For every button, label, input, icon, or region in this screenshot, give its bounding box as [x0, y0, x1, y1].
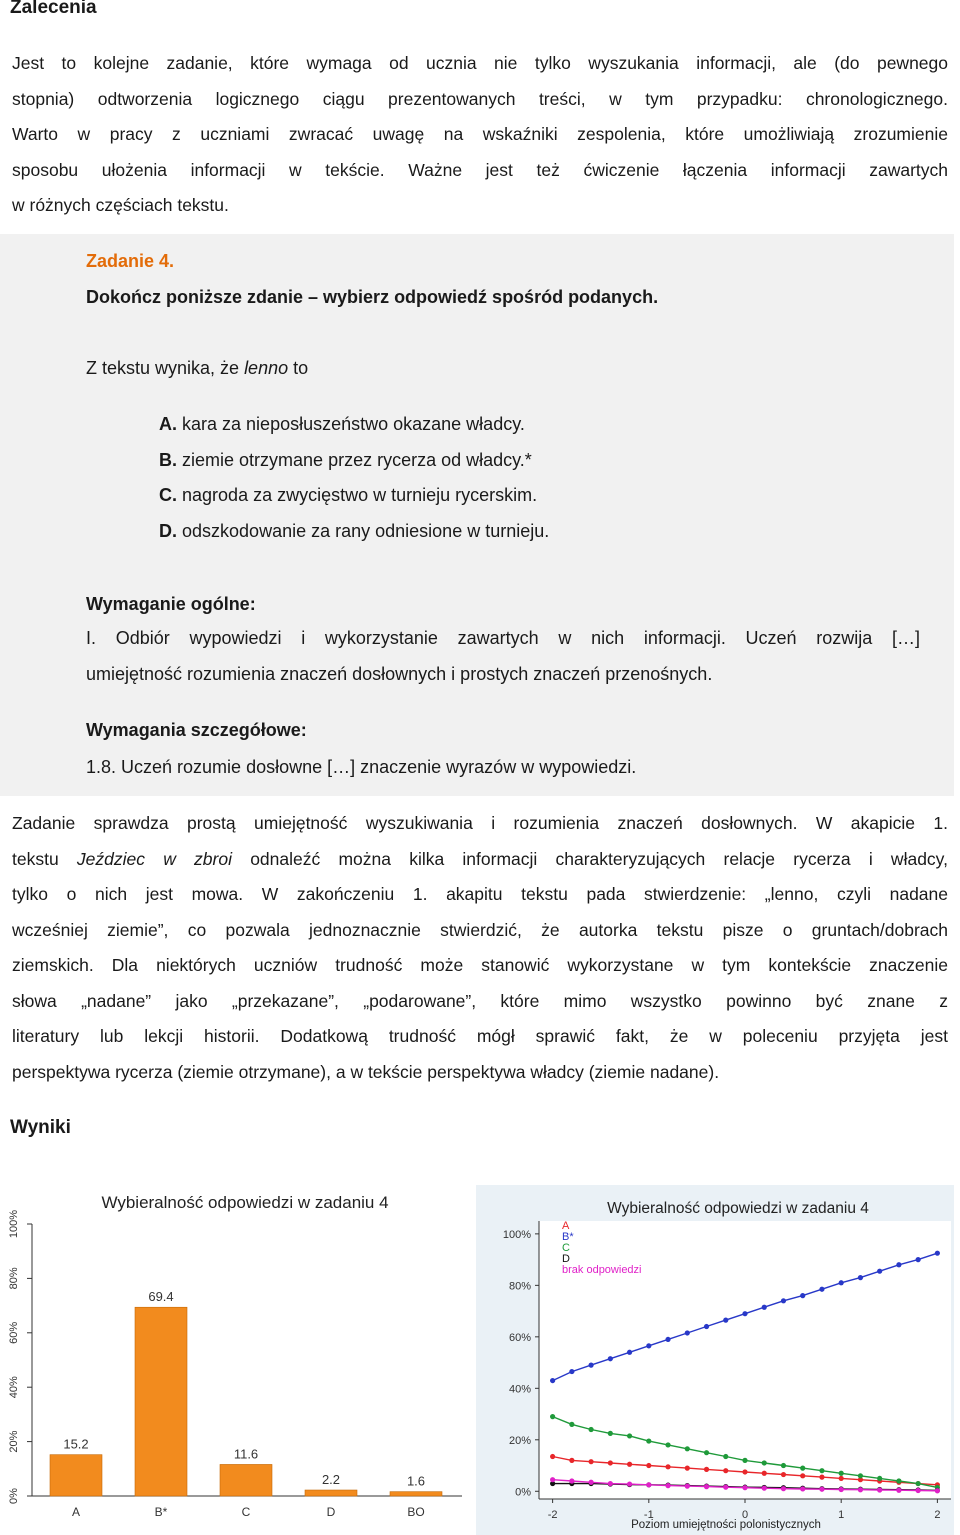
- bar-chart-ytick-label: 40%: [8, 1376, 20, 1399]
- line-chart-point: [569, 1478, 574, 1483]
- line-chart-ytick-label: 60%: [508, 1331, 531, 1344]
- task-stem: [86, 358, 308, 379]
- line-chart-point: [877, 1487, 882, 1492]
- line-chart-point: [608, 1431, 613, 1436]
- line-chart-point: [665, 1442, 670, 1447]
- line-chart-point: [762, 1471, 767, 1476]
- line-chart-point: [935, 1488, 940, 1493]
- bar-chart-ytick-label: 80%: [8, 1267, 20, 1290]
- option-letter: A.: [159, 414, 177, 434]
- line-chart-point: [723, 1468, 728, 1473]
- line-chart-ytick-label: 100%: [502, 1228, 531, 1241]
- analysis-line: perspektywa rycerza (ziemie otrzymane), a w tekście perspektywa władcy (ziemie nadane).: [12, 1061, 720, 1082]
- line-chart-point: [588, 1459, 593, 1464]
- task-box: [0, 234, 954, 796]
- option-text: kara za nieposłuszeństwo okazane władcy.: [182, 414, 525, 434]
- option-text: odszkodowanie za rany odniesione w turnieju.: [182, 521, 550, 541]
- detailed-requirement-text: 1.8. Uczeń rozumie dosłowne […] znaczenie wyrazów w wypowiedzi.: [86, 757, 637, 777]
- line-chart: [476, 1185, 954, 1535]
- bar-chart-category-label: BO: [407, 1505, 425, 1519]
- line-chart-point: [762, 1486, 767, 1491]
- intro-line: stopnia) odtworzenia logicznego ciągu prezentowanych treści, w tym przypadku: chronologicznego.: [12, 88, 948, 109]
- line-chart-point: [781, 1486, 786, 1491]
- line-chart-point: [685, 1330, 690, 1335]
- line-chart-point: [627, 1350, 632, 1355]
- line-chart-ytick-label: 20%: [508, 1434, 531, 1447]
- line-chart-point: [877, 1269, 882, 1274]
- line-chart-point: [819, 1468, 824, 1473]
- line-chart-point: [916, 1257, 921, 1262]
- line-chart-xtick-label: 2: [934, 1509, 941, 1521]
- line-chart-point: [588, 1480, 593, 1485]
- line-chart-point: [665, 1483, 670, 1488]
- line-chart-point: [800, 1293, 805, 1298]
- line-chart-point: [550, 1414, 555, 1419]
- section-heading-wyniki: Wyniki: [10, 1117, 71, 1138]
- general-requirement-title: Wymaganie ogólne:: [86, 594, 256, 614]
- bar-chart-ytick-label: 60%: [8, 1321, 20, 1344]
- line-chart-legend-entry: B*: [562, 1231, 574, 1243]
- intro-paragraph: [12, 46, 948, 224]
- option-c: [159, 485, 537, 506]
- analysis-line: [12, 842, 948, 878]
- line-chart-point: [627, 1462, 632, 1467]
- line-chart-point: [685, 1484, 690, 1489]
- line-chart-point: [685, 1446, 690, 1451]
- line-chart-point: [762, 1460, 767, 1465]
- line-chart-point: [685, 1466, 690, 1471]
- stem-prefix: Z tekstu wynika, że: [86, 358, 245, 378]
- bar-chart-category-label: C: [241, 1505, 251, 1519]
- line-chart-point: [877, 1476, 882, 1481]
- bar-chart-bar: [305, 1490, 357, 1496]
- stem-italic-word: lenno: [244, 358, 289, 378]
- general-requirement-line: umiejętność rozumienia znaczeń dosłownych i prostych znaczeń przenośnych.: [86, 664, 713, 684]
- general-requirement-line: I. Odbiór wypowiedzi i wykorzystanie zawartych w nich informacji. Uczeń rozwija […]: [86, 628, 920, 648]
- line-chart-point: [781, 1463, 786, 1468]
- intro-line: Jest to kolejne zadanie, które wymaga od ucznia nie tylko wyszukania informacji, ale (do pewnego: [12, 53, 948, 73]
- line-chart-point: [858, 1473, 863, 1478]
- line-chart-point: [800, 1466, 805, 1471]
- analysis-text: tekstu: [12, 848, 77, 869]
- line-chart-legend-entry: C: [562, 1242, 570, 1254]
- line-chart-legend-entry: D: [562, 1253, 570, 1265]
- bar-chart-ytick-label: 0%: [8, 1488, 20, 1504]
- bar-chart: [0, 1180, 470, 1535]
- line-chart-point: [704, 1324, 709, 1329]
- line-chart-point: [935, 1251, 940, 1256]
- line-chart-point: [781, 1472, 786, 1477]
- bar-chart-value-label: 2.2: [321, 1472, 341, 1488]
- line-chart-xlabel: Poziom umiejętności polonistycznych: [631, 1519, 821, 1531]
- bar-chart-category-label: A: [71, 1505, 81, 1519]
- line-chart-point: [608, 1460, 613, 1465]
- analysis-line: ziemskich. Dla niektórych uczniów trudność może stanowić wykorzystane w tym kontekście znaczenie: [12, 955, 948, 975]
- line-chart-xtick-label: 1: [838, 1509, 845, 1521]
- bar-chart-value-label: 11.6: [233, 1446, 259, 1462]
- line-chart-ytick-label: 40%: [508, 1383, 531, 1396]
- line-chart-point: [588, 1427, 593, 1432]
- option-b: [159, 450, 532, 471]
- analysis-text: odnaleźć można kilka informacji charakteryzujących relacje rycerza i władcy,: [231, 848, 948, 869]
- line-chart-point: [896, 1478, 901, 1483]
- line-chart-point: [665, 1337, 670, 1342]
- bar-chart-bar: [390, 1492, 442, 1496]
- detailed-requirement-title: Wymagania szczegółowe:: [86, 720, 307, 740]
- line-chart-point: [839, 1471, 844, 1476]
- bar-chart-bar: [135, 1307, 187, 1496]
- line-chart-legend-entry: A: [562, 1220, 570, 1232]
- bar-chart-category-label: D: [326, 1505, 336, 1519]
- option-text: ziemie otrzymane przez rycerza od władcy.*: [182, 450, 532, 470]
- line-chart-point: [608, 1481, 613, 1486]
- line-chart-point: [896, 1262, 901, 1267]
- line-chart-point: [742, 1485, 747, 1490]
- line-chart-point: [916, 1488, 921, 1493]
- analysis-line: literatury lub lekcji historii. Dodatkową trudność mógł sprawić fakt, że w poleceniu przyjęta jest: [12, 1026, 948, 1046]
- line-chart-point: [723, 1318, 728, 1323]
- line-chart-point: [742, 1458, 747, 1463]
- line-chart-point: [646, 1463, 651, 1468]
- bar-chart-category-label: B*: [154, 1505, 168, 1519]
- line-chart-point: [819, 1287, 824, 1292]
- line-chart-xtick-label: 0: [741, 1509, 749, 1521]
- stem-suffix: to: [288, 358, 309, 378]
- line-chart-point: [550, 1477, 555, 1482]
- bar-chart-bar: [220, 1464, 272, 1496]
- analysis-line: tylko o nich jest mowa. W zakończeniu 1. akapitu tekstu pada stwierdzenie: „lenno, czyli nadane: [12, 884, 948, 904]
- analysis-paragraph: [12, 806, 948, 1090]
- line-chart-point: [646, 1482, 651, 1487]
- bar-chart-value-label: 1.6: [406, 1473, 426, 1489]
- line-chart-point: [819, 1475, 824, 1480]
- line-chart-point: [704, 1467, 709, 1472]
- analysis-italic-title: Jeździec w zbroi: [76, 848, 232, 869]
- line-chart-title: Wybieralność odpowiedzi w zadaniu 4: [607, 1200, 869, 1217]
- line-chart-point: [839, 1280, 844, 1285]
- line-chart-ytick-label: 80%: [508, 1280, 531, 1293]
- line-chart-point: [588, 1363, 593, 1368]
- analysis-line: wcześniej ziemie”, co pozwala jednoznacznie stwierdzić, że autorka tekstu pisze o gruntach/dobrach: [12, 919, 948, 940]
- intro-line: Warto w pracy z uczniami zwracać uwagę na wskaźniki zespolenia, które umożliwiają zrozumienie: [12, 124, 948, 144]
- option-letter: B.: [159, 450, 177, 470]
- line-chart-point: [762, 1305, 767, 1310]
- line-chart-point: [608, 1356, 613, 1361]
- line-chart-point: [800, 1473, 805, 1478]
- option-text: nagroda za zwycięstwo w turnieju rycerskim.: [182, 485, 538, 505]
- line-chart-xtick-label: -2: [547, 1509, 558, 1521]
- line-chart-point: [839, 1487, 844, 1492]
- bar-chart-bar: [50, 1455, 102, 1496]
- line-chart-xtick-label: -1: [643, 1509, 654, 1521]
- line-chart-point: [916, 1481, 921, 1486]
- line-chart-point: [627, 1481, 632, 1486]
- line-chart-point: [896, 1488, 901, 1493]
- line-chart-point: [839, 1476, 844, 1481]
- bar-chart-ytick-label: 100%: [8, 1209, 20, 1239]
- line-chart-point: [723, 1454, 728, 1459]
- intro-line: sposobu ułożenia informacji w tekście. Ważne jest też ćwiczenie łączenia informacji zawartych: [12, 159, 948, 180]
- option-d: [159, 521, 549, 542]
- bar-chart-ytick-label: 20%: [8, 1430, 20, 1453]
- line-chart-ytick-label: 0%: [515, 1486, 531, 1499]
- option-letter: D.: [159, 521, 177, 541]
- option-a: [159, 414, 525, 435]
- line-chart-point: [742, 1469, 747, 1474]
- analysis-line: Zadanie sprawdza prostą umiejętność wyszukiwania i rozumienia znaczeń dosłownych. W akapicie 1.: [12, 813, 948, 833]
- line-chart-point: [569, 1422, 574, 1427]
- line-chart-point: [800, 1486, 805, 1491]
- analysis-line: słowa „nadane” jako „przekazane”, „podarowane”, które mimo wszystko powinno być znane z: [12, 990, 948, 1011]
- line-chart-plot-area: [539, 1221, 951, 1499]
- task-title: Zadanie 4.: [86, 251, 175, 271]
- line-chart-point: [550, 1378, 555, 1383]
- intro-line: w różnych częściach tekstu.: [12, 195, 229, 215]
- line-chart-point: [646, 1343, 651, 1348]
- line-chart-point: [550, 1454, 555, 1459]
- line-chart-point: [858, 1487, 863, 1492]
- line-chart-point: [704, 1484, 709, 1489]
- line-chart-point: [742, 1311, 747, 1316]
- line-chart-point: [569, 1458, 574, 1463]
- line-chart-point: [627, 1433, 632, 1438]
- line-chart-point: [723, 1485, 728, 1490]
- bar-chart-value-label: 69.4: [148, 1289, 174, 1305]
- bar-chart-title: Wybieralność odpowiedzi w zadaniu 4: [101, 1193, 389, 1212]
- section-heading-zalecenia: Zalecenia: [10, 0, 97, 18]
- line-chart-point: [781, 1298, 786, 1303]
- line-chart-point: [858, 1275, 863, 1280]
- line-chart-point: [569, 1369, 574, 1374]
- line-chart-point: [646, 1438, 651, 1443]
- line-chart-point: [665, 1464, 670, 1469]
- bar-chart-value-label: 15.2: [63, 1436, 89, 1452]
- line-chart-point: [704, 1450, 709, 1455]
- line-chart-point: [819, 1487, 824, 1492]
- task-instruction: Dokończ poniższe zdanie – wybierz odpowiedź spośród podanych.: [86, 287, 659, 307]
- line-chart-legend-entry: brak odpowiedzi: [562, 1264, 642, 1276]
- option-letter: C.: [159, 485, 177, 505]
